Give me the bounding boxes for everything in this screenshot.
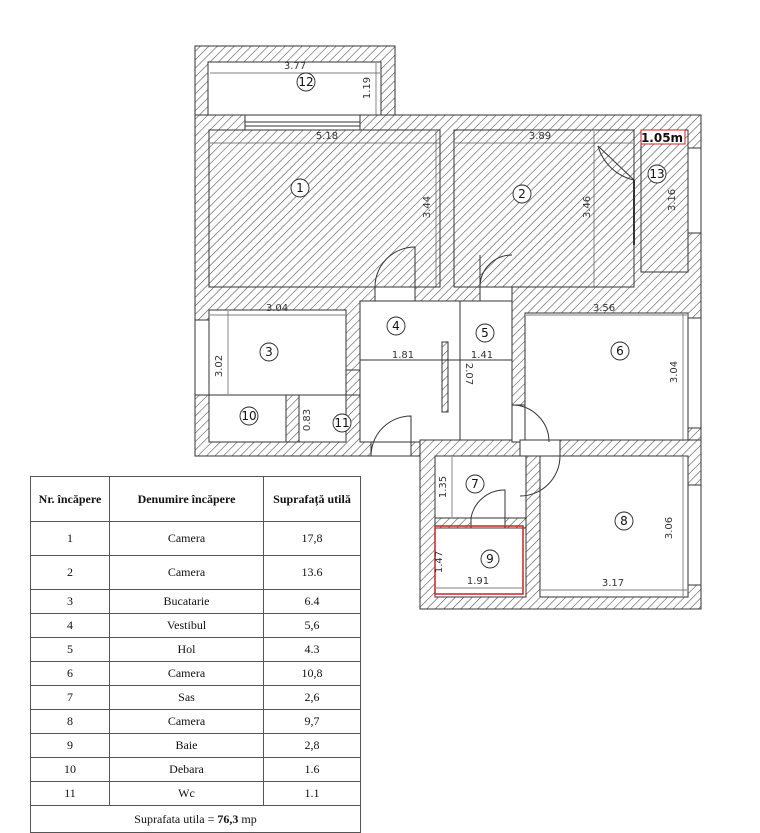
- cell-name: Camera: [110, 662, 264, 686]
- dimension-label: 3.04: [265, 303, 289, 314]
- cell-nr: 6: [31, 662, 110, 686]
- table-row: [31, 710, 361, 734]
- room-area-table: [30, 476, 361, 833]
- cell-area: 10,8: [264, 662, 361, 686]
- table-row: [31, 638, 361, 662]
- cell-nr: 3: [31, 590, 110, 614]
- room-number: 3: [265, 345, 273, 359]
- dimension-label: 3.77: [283, 61, 307, 72]
- room-number: 1: [296, 181, 304, 195]
- dimension-label: 1.91: [466, 576, 490, 587]
- room-number: 10: [241, 409, 257, 423]
- cell-area: 4.3: [264, 638, 361, 662]
- dimension-label: 3.46: [582, 195, 593, 219]
- cell-nr: 4: [31, 614, 110, 638]
- cell-area: 17,8: [264, 522, 361, 556]
- header-area: Suprafață utilă: [264, 477, 361, 522]
- table-row: [31, 686, 361, 710]
- table-row: [31, 614, 361, 638]
- cell-nr: 2: [31, 556, 110, 590]
- cell-area: 9,7: [264, 710, 361, 734]
- table-row: [31, 590, 361, 614]
- cell-area: 6.4: [264, 590, 361, 614]
- table-row: [31, 758, 361, 782]
- room-marker: [513, 185, 531, 203]
- room-number: 9: [486, 552, 494, 566]
- total-row: [31, 806, 361, 833]
- total-unit: mp: [238, 811, 257, 826]
- closet-13-width: 1.05m: [640, 131, 684, 145]
- total-cell: [31, 806, 361, 833]
- room-marker: [611, 342, 629, 360]
- room-marker: [476, 324, 494, 342]
- table-row: [31, 556, 361, 590]
- room-number: 6: [616, 344, 624, 358]
- cell-area: 2,8: [264, 734, 361, 758]
- cell-name: Debara: [110, 758, 264, 782]
- room-number: 11: [334, 416, 350, 430]
- cell-area: 13.6: [264, 556, 361, 590]
- cell-area: 5,6: [264, 614, 361, 638]
- room-number: 2: [518, 187, 526, 201]
- cell-name: Camera: [110, 522, 264, 556]
- cell-nr: 1: [31, 522, 110, 556]
- room-marker: [333, 414, 351, 432]
- room-number: 4: [392, 319, 400, 333]
- dimension-label: 1.81: [391, 350, 415, 361]
- table-row: [31, 662, 361, 686]
- dimension-label: 3.44: [422, 195, 433, 219]
- room-number: 12: [298, 75, 314, 89]
- cell-name: Sas: [110, 686, 264, 710]
- room-marker: [291, 179, 309, 197]
- dimension-label: 5.18: [315, 131, 339, 142]
- total-label: Suprafata utila =: [134, 811, 218, 826]
- cell-nr: 10: [31, 758, 110, 782]
- total-value: 76,3: [217, 811, 239, 826]
- room-number: 8: [620, 514, 628, 528]
- cell-name: Bucatarie: [110, 590, 264, 614]
- room-marker: [387, 317, 405, 335]
- cell-area: 1.1: [264, 782, 361, 806]
- dimension-label: 3.16: [667, 188, 678, 212]
- table-row: [31, 782, 361, 806]
- dimension-label: 3.04: [669, 360, 680, 384]
- cell-nr: 7: [31, 686, 110, 710]
- cell-nr: 9: [31, 734, 110, 758]
- table-row: [31, 522, 361, 556]
- dimension-label: 1.35: [438, 475, 449, 499]
- dimension-label: 3.89: [528, 131, 552, 142]
- dimension-label: 3.02: [214, 354, 225, 378]
- room-marker: [297, 73, 315, 91]
- dimension-label: 0.83: [302, 408, 313, 432]
- dimension-label: 3.06: [664, 516, 675, 540]
- header-name: Denumire încăpere: [110, 477, 264, 522]
- room-marker: [466, 475, 484, 493]
- room-marker: [260, 343, 278, 361]
- header-nr: Nr. încăpere: [31, 477, 110, 522]
- room-number: 5: [481, 326, 489, 340]
- cell-name: Baie: [110, 734, 264, 758]
- cell-name: Camera: [110, 710, 264, 734]
- dimension-label: 3.17: [601, 578, 625, 589]
- dimension-label: 1.19: [362, 76, 373, 100]
- cell-nr: 11: [31, 782, 110, 806]
- room-number: 7: [471, 477, 479, 491]
- room-marker: [615, 512, 633, 530]
- room-number: 13: [649, 167, 665, 181]
- dimension-label: 1.41: [470, 350, 494, 361]
- room-marker: [648, 165, 666, 183]
- dimension-label: 3.56: [592, 303, 616, 314]
- room-marker: [240, 407, 258, 425]
- cell-name: Camera: [110, 556, 264, 590]
- cell-name: Wc: [110, 782, 264, 806]
- dimension-label: 2.07: [463, 362, 474, 386]
- table-row: [31, 734, 361, 758]
- cell-area: 2,6: [264, 686, 361, 710]
- cell-nr: 5: [31, 638, 110, 662]
- dimension-label: 1.47: [434, 550, 445, 574]
- cell-name: Hol: [110, 638, 264, 662]
- table-header-row: [31, 477, 361, 522]
- cell-nr: 8: [31, 710, 110, 734]
- room-marker: [481, 550, 499, 568]
- cell-area: 1.6: [264, 758, 361, 782]
- cell-name: Vestibul: [110, 614, 264, 638]
